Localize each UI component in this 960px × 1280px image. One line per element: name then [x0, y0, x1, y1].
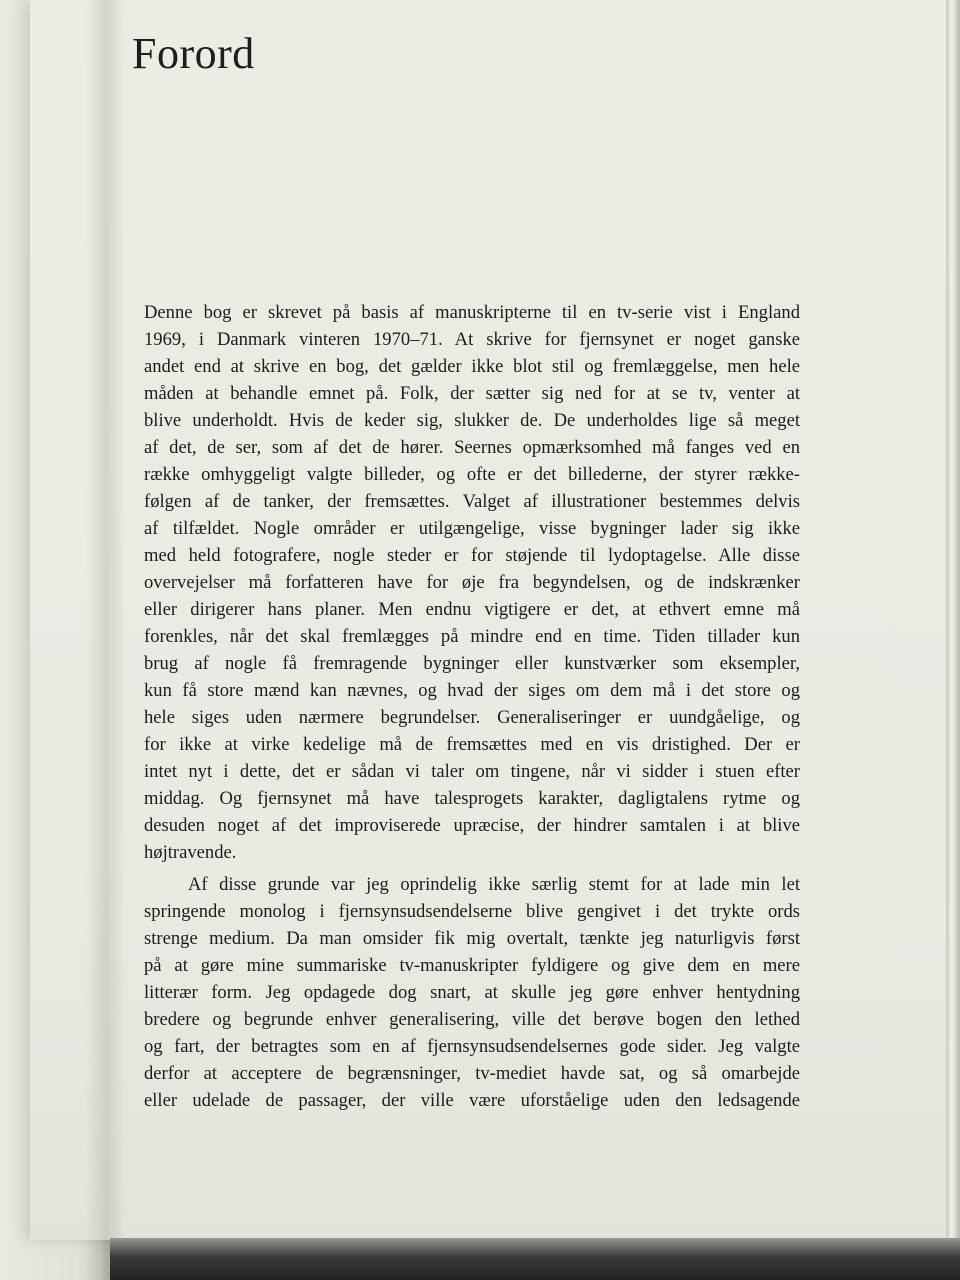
text-line: eller udelade de passager, der ville være uforståelige uden den ledsagende — [144, 1090, 800, 1111]
text-line: middag. Og fjernsynet må have talesprogets karakter, dagligtalens rytme og — [144, 788, 800, 809]
text-line: af tilfældet. Nogle områder er utilgængelige, visse bygninger lader sig ikke — [144, 518, 800, 539]
text-line: forenkles, når det skal fremlægges på mindre end en time. Tiden tillader kun — [144, 626, 800, 647]
text-line: litterær form. Jeg opdagede dog snart, at skulle jeg gøre enhver hentydning — [144, 982, 800, 1003]
page-title: Forord — [132, 29, 255, 78]
text-line: for ikke at virke kedelige må de fremsættes med en vis dristighed. Der er — [144, 734, 800, 755]
text-line: intet nyt i dette, det er sådan vi taler om tingene, når vi sidder i stuen efter — [144, 761, 800, 782]
right-page — [30, 0, 948, 1240]
text-line: følgen af de tanker, der fremsættes. Valget af illustrationer bestemmes delvis — [144, 491, 800, 512]
text-line: desuden noget af det improviserede upræcise, der hindrer samtalen i at blive — [144, 815, 800, 836]
text-line: på at gøre mine summariske tv-manuskripter fyldigere og give dem en mere — [144, 955, 800, 976]
text-line: brug af nogle få fremragende bygninger eller kunstværker som eksempler, — [144, 653, 800, 674]
text-line: springende monolog i fjernsynsudsendelserne blive gengivet i det trykte ords — [144, 901, 800, 922]
text-line: andet end at skrive en bog, det gælder ikke blot stil og fremlæggelse, men hele — [144, 356, 800, 377]
text-line: række omhyggeligt valgte billeder, og ofte er det billederne, der styrer række- — [144, 464, 800, 485]
gutter-shadow — [86, 0, 126, 1280]
background-table — [110, 1238, 960, 1280]
text-line: eller dirigerer hans planer. Men endnu vigtigere er det, at ethvert emne må — [144, 599, 800, 620]
text-line: højtravende. — [144, 842, 237, 863]
text-line: Af disse grunde var jeg oprindelig ikke særlig stemt for at lade min let — [188, 874, 800, 895]
text-line: blive underholdt. Hvis de keder sig, slukker de. De underholdes lige så meget — [144, 410, 800, 431]
text-line: overvejelser må forfatteren have for øje fra begyndelsen, og de indskrænker — [144, 572, 800, 593]
page-edge — [946, 0, 960, 1280]
text-line: Denne bog er skrevet på basis af manuskripterne til en tv-serie vist i England — [144, 302, 800, 323]
text-line: og fart, der betragtes som en af fjernsynsudsendelsernes gode sider. Jeg valgte — [144, 1036, 800, 1057]
text-line: strenge medium. Da man omsider fik mig overtalt, tænkte jeg naturligvis først — [144, 928, 800, 949]
text-line: måden at behandle emnet på. Folk, der sætter sig ned for at se tv, venter at — [144, 383, 800, 404]
text-line: af det, de ser, som af det de hører. Seernes opmærksomhed må fanges ved en — [144, 437, 800, 458]
text-line: 1969, i Danmark vinteren 1970–71. At skrive for fjernsynet er noget ganske — [144, 329, 800, 350]
text-line: kun få store mænd kan nævnes, og hvad der siges om dem må i det store og — [144, 680, 800, 701]
text-line: derfor at acceptere de begrænsninger, tv-mediet havde sat, og så omarbejde — [144, 1063, 800, 1084]
text-line: med held fotografere, nogle steder er for støjende til lydoptagelse. Alle disse — [144, 545, 800, 566]
text-line: bredere og begrunde enhver generalisering, ville det berøve bogen den lethed — [144, 1009, 800, 1030]
text-line: hele siges uden nærmere begrundelser. Generaliseringer er uundgåelige, og — [144, 707, 800, 728]
